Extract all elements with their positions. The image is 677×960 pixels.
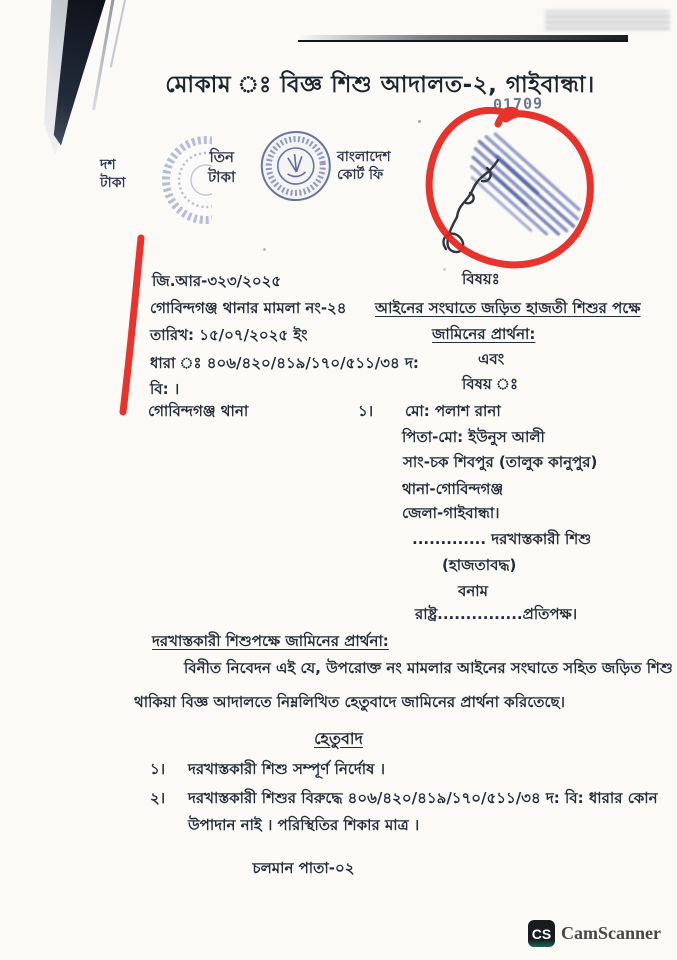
ten-taka-line2: টাকা [100, 175, 126, 192]
subject-line2: জামিনের প্রার্থনা: [432, 325, 536, 343]
subject-conjunction: এবং [478, 350, 505, 368]
case-date: তারিখ: ১৫/০৭/২০২৫ ইং [150, 326, 308, 344]
ground-item-line2: উপাদান নাই । পরিস্থিতির শিকার মাত্র । [188, 816, 420, 834]
ten-taka-line1: দশ [100, 157, 116, 173]
camscanner-label: CamScanner [561, 923, 661, 943]
serial-number-stamp: 01709 [492, 94, 544, 114]
ground-item-serial: ২। [150, 789, 166, 807]
top-edge-line-artifact [298, 35, 628, 42]
party-district: জেলা-গাইবান্ধা। [402, 504, 500, 522]
case-gr-number: জি.আর-৩২৩/২০২৫ [152, 272, 282, 290]
court-header-title: মোকাম ঃ বিজ্ঞ শিশু আদালত-২, গাইবান্ধা। [165, 72, 595, 98]
camscanner-watermark [528, 920, 661, 947]
red-line-annotation [123, 238, 141, 412]
prayer-heading: দরখাস্তকারী শিশুপক্ষে জামিনের প্রার্থনা: [152, 632, 389, 650]
ten-taka-stamp-label [100, 156, 126, 192]
camscanner-icon: CS [528, 920, 555, 947]
party-name: মো: পলাশ রানা [405, 402, 501, 420]
party-applicant: ............. দরখাস্তকারী শিশু [412, 530, 592, 548]
subject-label: বিষয়ঃ [462, 270, 500, 288]
case-police-station: গোবিন্দগঞ্জ থানা [148, 402, 249, 420]
ground-item-text: দরখাস্তকারী শিশু সম্পূর্ণ নির্দোষ । [188, 760, 385, 778]
grounds-heading: হেতুবাদ [314, 729, 363, 748]
three-taka-line1: তিন [209, 148, 234, 166]
party-versus: বনাম [458, 582, 488, 600]
party-serial: ১। [358, 402, 374, 420]
top-right-smudge-artifact [545, 10, 670, 30]
three-taka-line2: টাকা [208, 167, 236, 186]
case-sections: ধারা ঃ ৪০৬/৪২০/৪১৯/১৭০/৫১১/৩৪ দ: [150, 354, 419, 372]
three-taka-stamp-label [208, 148, 235, 187]
party-custody: (হাজতাবদ্ধ) [442, 556, 517, 574]
continuation-note: চলমান পাতা-০২ [252, 859, 355, 877]
ground-item-serial: ১। [150, 760, 166, 778]
blue-stamp [456, 127, 587, 252]
prayer-paragraph-line1: বিনীত নিবেদন এই যে, উপরোক্ত নং মামলার আইনের সংঘাতে সহিত জড়িত শিশু [184, 659, 673, 677]
red-circle-annotation [429, 110, 590, 265]
case-sections-cont: বি: । [150, 380, 180, 398]
half-court-fee-stamp-icon [154, 132, 212, 232]
ground-item-line1: দরখাস্তকারী শিশুর বিরুদ্ধে ৪০৬/৪২০/৪১৯/১৭০/৫১১/৩৪ দ: বি: ধারার কোন [188, 789, 658, 807]
party-thana: থানা-গোবিন্দগঞ্জ [402, 480, 504, 498]
prayer-paragraph-line2: থাকিয়া বিজ্ঞ আদালতে নিম্নলিখিত হেতুবাদে জামিনের প্রার্থনা করিতেছে। [134, 693, 565, 711]
court-fee-line2: কোর্ট ফি [337, 167, 384, 184]
signature-scribble [444, 160, 499, 252]
party-father: পিতা-মো: ইউনুস আলী [402, 428, 545, 446]
scan-speck [418, 120, 421, 123]
subject-label2: বিষয় ঃ [462, 375, 518, 393]
court-fee-stamp-label [337, 148, 391, 184]
party-address: সাং-চক শিবপুর (তালুক কানুপুর) [403, 453, 598, 471]
case-police-case: গোবিন্দগঞ্জ থানার মামলা নং-২৪ [150, 299, 347, 317]
court-fee-line1: বাংলাদেশ [337, 149, 391, 165]
court-fee-seal-icon [254, 122, 338, 213]
subject-line1: আইনের সংঘাতে জড়িত হাজতী শিশুর পক্ষে [375, 299, 641, 317]
party-opponent: রাষ্ট্র...............প্রতিপক্ষ। [415, 605, 578, 623]
